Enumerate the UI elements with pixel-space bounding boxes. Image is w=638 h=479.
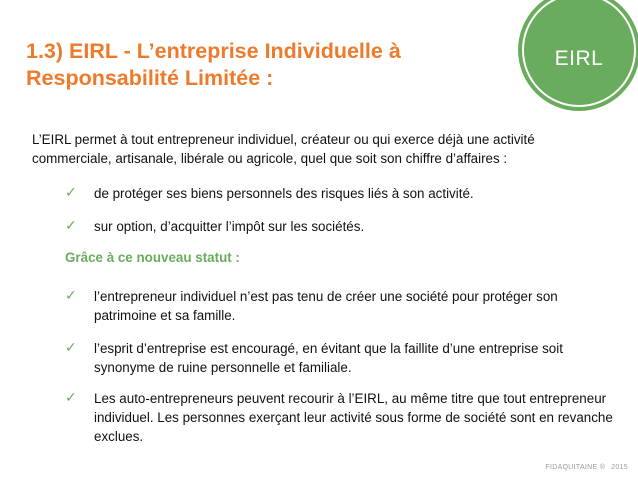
checkmark-icon: ✓	[65, 390, 77, 406]
list-item	[65, 217, 622, 236]
checkmark-icon: ✓	[65, 185, 77, 201]
slide-title-line1: 1.3) EIRL - L’entreprise Individuelle à	[26, 39, 401, 63]
intro-paragraph: L’EIRL permet à tout entrepreneur individuel, créateur ou qui exerce déjà une activité commerciale, artisanale, libérale ou agricole, quel que soit son chiffre d’affaires :	[32, 132, 535, 166]
footer-brand: FIDAQUITAINE ®	[545, 464, 606, 471]
list-item-text: sur option, d’acquitter l’impôt sur les sociétés.	[94, 219, 365, 234]
list-item	[65, 389, 622, 446]
list-item-text: l’entrepreneur individuel n’est pas tenu de créer une société pour protéger son patrimoine et sa famille.	[94, 289, 558, 323]
section-subheading: Grâce à ce nouveau statut :	[65, 250, 240, 265]
eirl-badge	[518, 0, 638, 111]
list-item-text: l’esprit d’entreprise est encouragé, en évitant que la faillite d’une entreprise soit synonyme de ruine personnelle et familiale.	[94, 341, 563, 375]
badge-label: EIRL	[554, 47, 604, 70]
list-item	[65, 287, 622, 325]
slide-title-line2: Responsabilité Limitée :	[26, 66, 274, 90]
footer-year: 2015	[611, 464, 628, 471]
footer	[545, 464, 628, 471]
checkmark-icon: ✓	[65, 288, 77, 304]
slide-title	[26, 38, 496, 92]
checkmark-icon: ✓	[65, 340, 77, 356]
list-item-text: de protéger ses biens personnels des risques liés à son activité.	[94, 186, 474, 201]
list-item	[65, 339, 622, 377]
list-item-text: Les auto-entrepreneurs peuvent recourir à l’EIRL, au même titre que tout entrepreneur individuel. Les personnes exerçant leur activité sous forme de société sont en revanche exclues.	[94, 391, 613, 444]
checkmark-icon: ✓	[65, 218, 77, 234]
list-item	[65, 184, 622, 203]
